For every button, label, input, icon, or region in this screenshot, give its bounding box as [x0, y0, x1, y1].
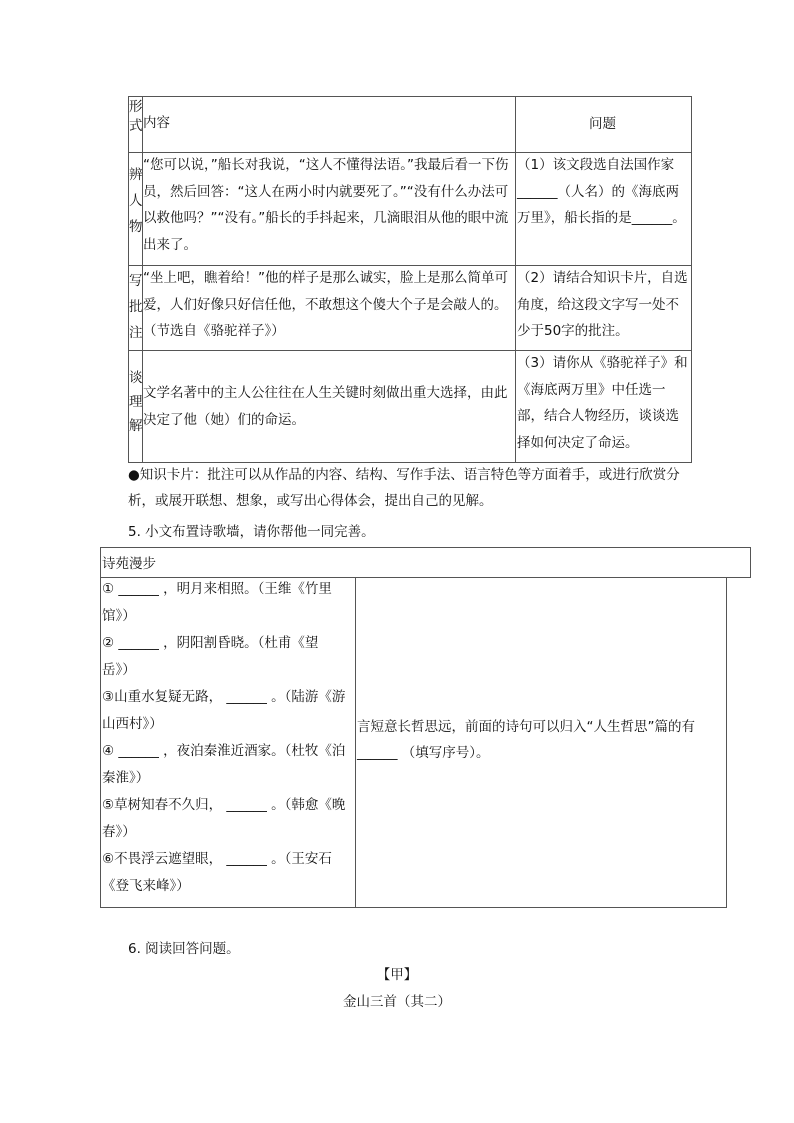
poem-lines [102, 576, 354, 900]
knowledge-card: ●知识卡片：批注可以从作品的内容、结构、写作手法、语言特色等方面着手，或进行欣赏分析，或展开联想、想象，或写出心得体会，提出自己的见解。 [128, 467, 680, 509]
poem-line: 春》） [102, 824, 136, 840]
poem-line: 《登飞来峰》） [102, 878, 190, 894]
philosophy-prompt [357, 714, 723, 766]
row-content-passage: “坐上吧，瞧着给！”他的样子是那么诚实，脸上是那么简单可爱，人们好像只好信任他，不敢想这个傻大个子是会敲人的。（节选自《骆驼祥子》） [143, 270, 508, 339]
row-label-annotate: 写批注 [129, 273, 143, 341]
poem-line: ① ______ ，明月来相照。（王维《竹里 [102, 581, 332, 597]
poem-line: ④ ______ ，夜泊秦淮近酒家。（杜牧《泊 [102, 743, 346, 759]
row-content-passage: “您可以说，”船长对我说，“这人不懂得法语。”我最后看一下伤员，然后回答：“这人在两小时内就要死了。”“没有什么办法可以救他吗？”“没有。”船长的手抖起来，几滴眼泪从他的眼中流出来了。 [143, 157, 509, 253]
poem-line: ⑥不畏浮云遮望眼， ______ 。（王安石 [102, 851, 332, 867]
header-form-label: 形式 [129, 99, 143, 134]
row-question: （1）该文段选自法国作家______（人名）的《海底两万里》，船长指的是______。 [517, 157, 686, 226]
question-5-prompt: 5. 小文布置诗歌墙，请你帮他一同完善。 [128, 524, 375, 540]
row-label-identify-character: 辨人物 [129, 167, 143, 235]
poem-line: 山西村》） [102, 716, 163, 732]
philosophy-line: 言短意长哲思远，前面的诗句可以归入“人生哲思”篇的有 [357, 719, 695, 735]
poem-line: ② ______ ，阴阳割昏晓。（杜甫《望 [102, 635, 319, 651]
row-question: （3）请你从《骆驼祥子》和《海底两万里》中任选一部，结合人物经历，谈谈选择如何决定了命运。 [517, 355, 688, 451]
poetry-wall-header: 诗苑漫步 [102, 556, 156, 572]
poem-title: 金山三首（其二） [343, 994, 451, 1010]
section-marker: 【甲】 [376, 967, 418, 983]
row-label-understand: 谈理解 [129, 370, 143, 434]
question-6-prompt: 6. 阅读回答问题。 [128, 941, 240, 957]
philosophy-answer-line: ______ （填写序号）。 [357, 745, 490, 761]
poem-line: 馆》） [102, 608, 136, 624]
header-question-label: 问题 [589, 116, 616, 132]
poem-line: 秦淮》） [102, 770, 150, 786]
poem-line: ⑤草树知春不久归， ______ 。（韩愈《晚 [102, 797, 346, 813]
poem-line: ③山重水复疑无路， ______ 。（陆游《游 [102, 689, 346, 705]
row-content-passage: 文学名著中的主人公往往在人生关键时刻做出重大选择，由此决定了他（她）们的命运。 [143, 385, 508, 428]
row-question: （2）请结合知识卡片，自选角度，给这段文字写一处不少于50字的批注。 [517, 270, 688, 339]
header-content-label: 内容 [143, 115, 170, 131]
poem-line: 岳》） [102, 662, 136, 678]
